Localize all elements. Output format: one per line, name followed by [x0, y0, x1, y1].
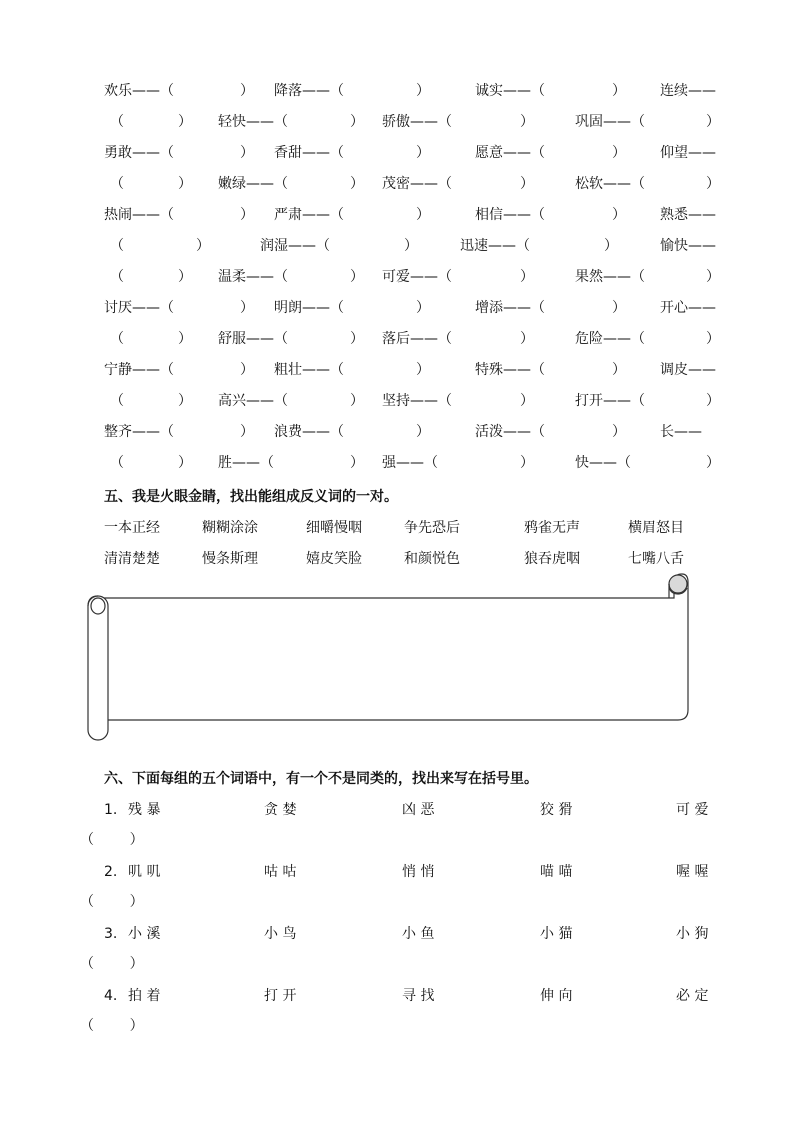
idiom-word: 慢条斯理 — [202, 551, 258, 567]
blank-bracket: ） — [350, 269, 364, 285]
blank-bracket: ） — [240, 362, 254, 378]
antonym-prompt: 连续—— — [660, 83, 716, 99]
antonym-prompt: 松软——（ — [575, 176, 645, 192]
section-6-heading: 六、下面每组的五个词语中，有一个不是同类的，找出来写在括号里。 — [104, 771, 538, 787]
idiom-word: 嬉皮笑脸 — [306, 551, 362, 567]
antonym-prompt: 落后——（ — [382, 331, 452, 347]
idiom-word: 糊糊涂涂 — [202, 520, 258, 536]
group-word: 伸 向 — [540, 988, 573, 1004]
scroll-curl-icon — [669, 575, 687, 593]
blank-bracket: （ — [110, 331, 124, 347]
antonym-prompt: 宁静——（ — [104, 362, 174, 378]
blank-bracket: ） — [350, 176, 364, 192]
blank-bracket: ） — [520, 114, 534, 130]
antonym-prompt: 仰望—— — [660, 145, 716, 161]
antonym-prompt: 打开——（ — [575, 393, 645, 409]
antonym-prompt: 相信——（ — [475, 207, 545, 223]
antonym-prompt: 长—— — [660, 424, 702, 440]
answer-blank[interactable]: （ ） — [80, 1018, 144, 1034]
antonym-row — [0, 390, 794, 412]
antonym-row — [0, 142, 794, 164]
antonym-prompt: 降落——（ — [274, 83, 344, 99]
antonym-prompt: 快——（ — [575, 455, 631, 471]
group-word: 凶 恶 — [402, 802, 435, 818]
idiom-word: 横眉怒目 — [628, 520, 684, 536]
blank-bracket: ） — [416, 424, 430, 440]
blank-bracket: （ — [110, 238, 124, 254]
group-word: 小 溪 — [128, 926, 161, 942]
blank-bracket: ） — [178, 393, 192, 409]
antonym-prompt: 危险——（ — [575, 331, 645, 347]
idiom-word: 狼吞虎咽 — [524, 551, 580, 567]
blank-bracket: ） — [240, 83, 254, 99]
blank-bracket: ） — [706, 455, 720, 471]
antonym-prompt: 骄傲——（ — [382, 114, 452, 130]
antonym-prompt: 轻快——（ — [218, 114, 288, 130]
blank-bracket: ） — [706, 114, 720, 130]
blank-bracket: （ — [110, 393, 124, 409]
antonym-row — [0, 452, 794, 474]
group-word: 叽 叽 — [128, 864, 161, 880]
group-word: 小 猫 — [540, 926, 573, 942]
blank-bracket: ） — [404, 238, 418, 254]
antonym-prompt: 迅速——（ — [460, 238, 530, 254]
antonym-row — [0, 421, 794, 443]
antonym-row — [0, 297, 794, 319]
blank-bracket: ） — [240, 300, 254, 316]
antonym-prompt: 可爱——（ — [382, 269, 452, 285]
antonym-prompt: 高兴——（ — [218, 393, 288, 409]
question-number: 2. — [104, 864, 118, 880]
idiom-word: 和颜悦色 — [404, 551, 460, 567]
group-word: 小 鱼 — [402, 926, 435, 942]
antonym-prompt: 胜——（ — [218, 455, 274, 471]
blank-bracket: ） — [520, 176, 534, 192]
blank-bracket: ） — [520, 269, 534, 285]
blank-bracket: ） — [612, 424, 626, 440]
antonym-row — [0, 173, 794, 195]
antonym-prompt: 欢乐——（ — [104, 83, 174, 99]
antonym-prompt: 讨厌——（ — [104, 300, 174, 316]
antonym-prompt: 润湿——（ — [260, 238, 330, 254]
blank-bracket: ） — [706, 393, 720, 409]
blank-bracket: ） — [706, 176, 720, 192]
blank-bracket: （ — [110, 176, 124, 192]
group-word: 必 定 — [676, 988, 709, 1004]
question-number: 3. — [104, 926, 118, 942]
blank-bracket: ） — [612, 145, 626, 161]
answer-blank[interactable]: （ ） — [80, 832, 144, 848]
antonym-prompt: 勇敢——（ — [104, 145, 174, 161]
antonym-prompt: 巩固——（ — [575, 114, 645, 130]
antonym-row — [0, 235, 794, 257]
blank-bracket: ） — [196, 238, 210, 254]
blank-bracket: ） — [416, 83, 430, 99]
group-word: 喔 喔 — [676, 864, 709, 880]
group-word: 打 开 — [264, 988, 297, 1004]
antonym-prompt: 嫩绿——（ — [218, 176, 288, 192]
blank-bracket: ） — [706, 269, 720, 285]
antonym-row — [0, 80, 794, 102]
blank-bracket: ） — [604, 238, 618, 254]
idiom-word: 鸦雀无声 — [524, 520, 580, 536]
group-word: 贪 婪 — [264, 802, 297, 818]
blank-bracket: ） — [178, 269, 192, 285]
group-word: 寻 找 — [402, 988, 435, 1004]
blank-bracket: ） — [350, 331, 364, 347]
blank-bracket: ） — [612, 300, 626, 316]
antonym-row — [0, 111, 794, 133]
antonym-prompt: 热闹——（ — [104, 207, 174, 223]
antonym-prompt: 愉快—— — [660, 238, 716, 254]
blank-bracket: ） — [520, 393, 534, 409]
scroll-answer-box[interactable] — [84, 570, 696, 748]
antonym-prompt: 特殊——（ — [475, 362, 545, 378]
idiom-word: 七嘴八舌 — [628, 551, 684, 567]
antonym-row — [0, 328, 794, 350]
blank-bracket: ） — [612, 83, 626, 99]
antonym-prompt: 增添——（ — [475, 300, 545, 316]
blank-bracket: ） — [416, 300, 430, 316]
blank-bracket: （ — [110, 269, 124, 285]
idiom-word: 一本正经 — [104, 520, 160, 536]
antonym-prompt: 浪费——（ — [274, 424, 344, 440]
blank-bracket: （ — [110, 114, 124, 130]
blank-bracket: ） — [706, 331, 720, 347]
antonym-prompt: 活泼——（ — [475, 424, 545, 440]
group-word: 残 暴 — [128, 802, 161, 818]
answer-blank[interactable]: （ ） — [80, 956, 144, 972]
antonym-prompt: 舒服——（ — [218, 331, 288, 347]
blank-bracket: ） — [520, 331, 534, 347]
blank-bracket: ） — [416, 145, 430, 161]
blank-bracket: ） — [612, 362, 626, 378]
group-word: 狡 猾 — [540, 802, 573, 818]
question-number: 1. — [104, 802, 118, 818]
antonym-prompt: 整齐——（ — [104, 424, 174, 440]
antonym-prompt: 明朗——（ — [274, 300, 344, 316]
antonym-prompt: 愿意——（ — [475, 145, 545, 161]
blank-bracket: ） — [178, 176, 192, 192]
antonym-prompt: 果然——（ — [575, 269, 645, 285]
blank-bracket: ） — [240, 145, 254, 161]
answer-blank[interactable]: （ ） — [80, 894, 144, 910]
antonym-prompt: 诚实——（ — [475, 83, 545, 99]
antonym-row — [0, 359, 794, 381]
antonym-prompt: 严肃——（ — [274, 207, 344, 223]
group-word: 喵 喵 — [540, 864, 573, 880]
blank-bracket: ） — [416, 362, 430, 378]
antonym-prompt: 熟悉—— — [660, 207, 716, 223]
blank-bracket: ） — [240, 207, 254, 223]
antonym-row — [0, 204, 794, 226]
group-word: 小 狗 — [676, 926, 709, 942]
antonym-prompt: 开心—— — [660, 300, 716, 316]
group-word: 咕 咕 — [264, 864, 297, 880]
antonym-prompt: 茂密——（ — [382, 176, 452, 192]
blank-bracket: ） — [416, 207, 430, 223]
antonym-prompt: 粗壮——（ — [274, 362, 344, 378]
blank-bracket: ） — [350, 455, 364, 471]
idiom-word: 争先恐后 — [404, 520, 460, 536]
blank-bracket: ） — [178, 455, 192, 471]
blank-bracket: ） — [612, 207, 626, 223]
antonym-prompt: 坚持——（ — [382, 393, 452, 409]
group-word: 小 鸟 — [264, 926, 297, 942]
blank-bracket: （ — [110, 455, 124, 471]
section-5-heading: 五、我是火眼金睛，找出能组成反义词的一对。 — [104, 489, 398, 505]
blank-bracket: ） — [350, 393, 364, 409]
blank-bracket: ） — [240, 424, 254, 440]
group-word: 可 爱 — [676, 802, 709, 818]
group-word: 拍 着 — [128, 988, 161, 1004]
antonym-prompt: 香甜——（ — [274, 145, 344, 161]
antonym-prompt: 调皮—— — [660, 362, 716, 378]
blank-bracket: ） — [520, 455, 534, 471]
blank-bracket: ） — [178, 114, 192, 130]
idiom-word: 细嚼慢咽 — [306, 520, 362, 536]
question-number: 4. — [104, 988, 118, 1004]
antonym-prompt: 强——（ — [382, 455, 438, 471]
blank-bracket: ） — [350, 114, 364, 130]
idiom-word: 清清楚楚 — [104, 551, 160, 567]
blank-bracket: ） — [178, 331, 192, 347]
antonym-row — [0, 266, 794, 288]
group-word: 悄 悄 — [402, 864, 435, 880]
antonym-prompt: 温柔——（ — [218, 269, 288, 285]
